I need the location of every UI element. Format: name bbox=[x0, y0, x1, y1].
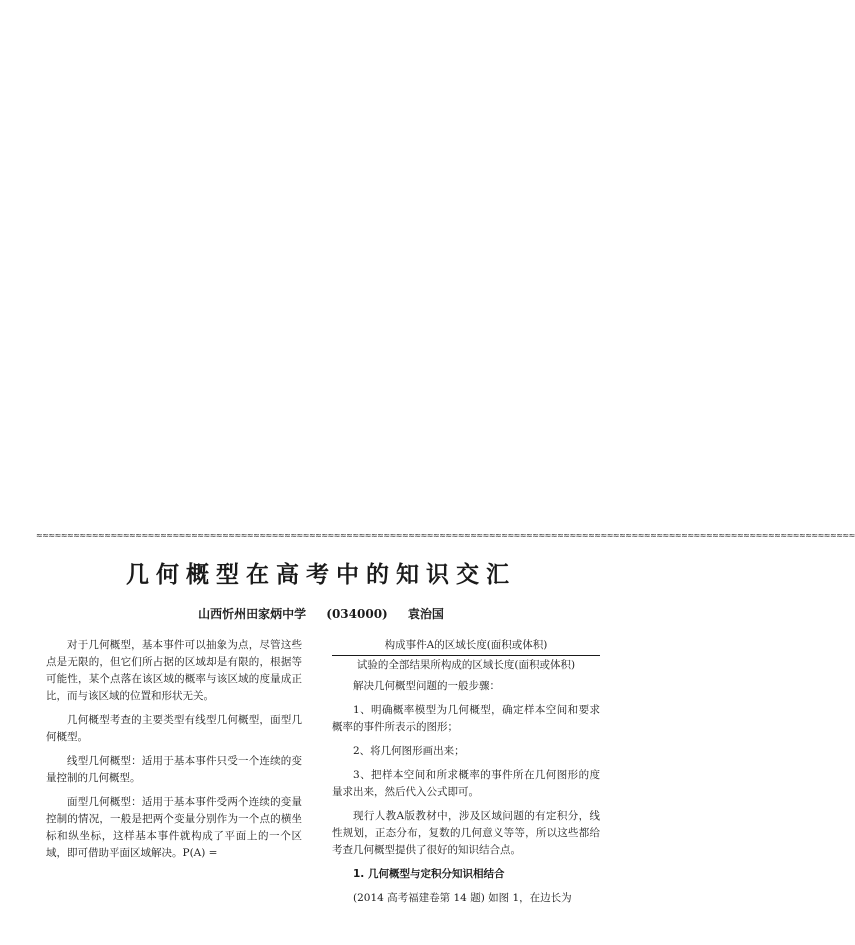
step-2: 2、将几何图形画出来； bbox=[353, 745, 465, 757]
formula-numerator: 构成事件A的区域长度(面积或体积) bbox=[332, 637, 600, 656]
left-column bbox=[46, 637, 302, 869]
paragraph-types: 几何概型考查的主要类型有线型几何概型，面型几何概型。 bbox=[46, 714, 302, 743]
postal-code: (034000) bbox=[326, 607, 388, 621]
probability-formula bbox=[332, 637, 600, 674]
author-name: 袁治国 bbox=[407, 607, 444, 621]
byline bbox=[0, 605, 642, 623]
paragraph-intro: 对于几何概型，基本事件可以抽象为点，尽管这些点是无限的，但它们所占据的区域却是有限的，根据等可能性，某个点落在该区域的概率与该区域的度量成正比，而与该区域的位置和形状无关。 bbox=[46, 639, 302, 702]
formula-denominator: 试验的全部结果所构成的区域长度(面积或体积) bbox=[356, 659, 576, 671]
section-1-text: (2014 高考福建卷第 14 题) 如图 1，在边长为 bbox=[353, 892, 572, 904]
step-1: 1、明确概率模型为几何概型，确定样本空间和要求概率的事件所表示的图形； bbox=[332, 704, 600, 733]
step-3: 3、把样本空间和所求概率的事件所在几何图形的度量求出来，然后代入公式即可。 bbox=[332, 769, 600, 798]
author-affiliation: 山西忻州田家炳中学 bbox=[198, 607, 307, 621]
paragraph-area-model: 面型几何概型：适用于基本事件受两个连续的变量控制的情况，一般是把两个变量分别作为一个点的横坐标和纵坐标，这样基本事件就构成了平面上的一个区域，即可借助平面区域解决。P(A) = bbox=[46, 796, 302, 859]
decorative-divider: ≈≈≈≈≈≈≈≈≈≈≈≈≈≈≈≈≈≈≈≈≈≈≈≈≈≈≈≈≈≈≈≈≈≈≈≈≈≈≈≈≈≈≈≈≈≈≈≈≈≈≈≈≈≈≈≈≈≈≈≈≈≈≈≈≈≈≈≈≈≈≈≈≈≈≈≈≈≈≈≈≈≈≈≈≈≈≈≈≈≈≈≈≈≈≈≈≈≈≈≈≈≈≈≈≈≈≈≈≈≈≈≈≈≈≈≈≈≈≈≈≈≈≈≈≈≈≈≈≈≈≈≈ bbox=[36, 531, 855, 540]
section-heading-1: 1. 几何概型与定积分知识相结合 bbox=[353, 868, 505, 880]
paragraph-textbook: 现行人教A版教材中，涉及区域问题的有定积分，线性规划，正态分布，复数的几何意义等等，所以这些都给考查几何概型提供了很好的知识结合点。 bbox=[332, 810, 600, 856]
article-title: 几何概型在高考中的知识交汇 bbox=[126, 562, 516, 588]
paragraph-line-model: 线型几何概型：适用于基本事件只受一个连续的变量控制的几何概型。 bbox=[46, 755, 302, 784]
right-column bbox=[332, 637, 600, 914]
steps-intro: 解决几何概型问题的一般步骤： bbox=[353, 680, 500, 692]
